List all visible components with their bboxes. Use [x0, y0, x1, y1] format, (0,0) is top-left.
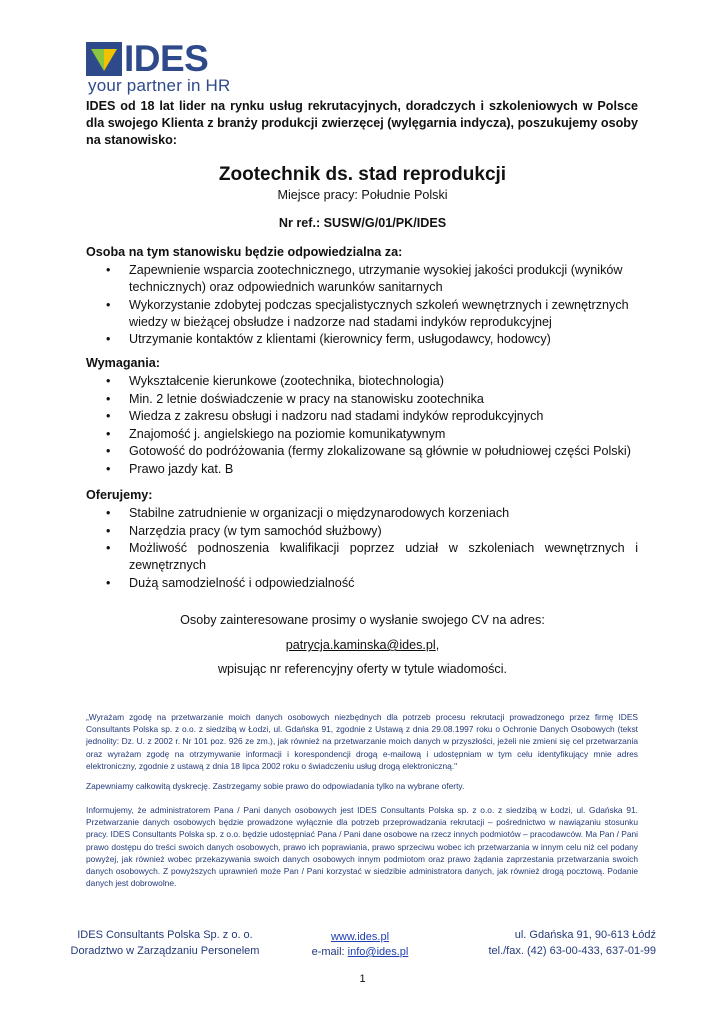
- bullet-icon: •: [106, 506, 111, 520]
- list-item: • Stabilne zatrudnienie w organizacji o międzynarodowych korzeniach: [106, 506, 510, 520]
- footer-website-link[interactable]: www.ides.pl: [330, 931, 390, 943]
- bullet-icon: •: [106, 374, 111, 388]
- job-location: Miejsce pracy: Południe Polski: [277, 188, 448, 202]
- apply-email-line: [0, 638, 725, 652]
- apply-instruction: Osoby zainteresowane prosimy o wysłanie swojego CV na adres:: [180, 613, 545, 627]
- bullet-icon: •: [106, 332, 111, 346]
- footer-company-tagline: Doradztwo w Zarządzaniu Personelem: [70, 945, 260, 957]
- list-item: • Dużą samodzielność i odpowiedzialność: [106, 575, 355, 590]
- list-item: • Możliwość podnoszenia kwalifikacji poprzez udział w szkoleniach wewnętrznych i zewnętrznych: [106, 541, 638, 572]
- footer-street: ul. Gdańska 91, 90-613 Łódź: [514, 929, 656, 941]
- responsibilities-heading: Osoba na tym stanowisku będzie odpowiedzialna za:: [86, 245, 403, 259]
- list-item: • Wiedza z zakresu obsługi i nadzoru nad stadami indyków reprodukcyjnych: [106, 409, 544, 423]
- offer-list: [86, 505, 638, 592]
- job-title: Zootechnik ds. stad reprodukcji: [218, 164, 507, 185]
- consent-clause: „Wyrażam zgodę na przetwarzanie moich danych osobowych niezbędnych dla potrzeb procesu rekrutacji prowadzonego przez firmę IDES Consultants Polska sp. z o.o. z siedzibą w Łodzi, ul. Gdańska 91, zgodnie z Ustawą z dnia 29.08.1997 roku o Ochronie Danych Osobowych (tekst jednolity: Dz. U. z 2002 r. Nr 101 poz. 926 ze zm.), jak również na przetwarzanie moich danych w przyszłości, jeżeli nie zmieni się cel przetwarzania oraz wyrażam zgodę na otrzymywanie informacji i korespondencji drogą e-mailową i udostępniam w tym celu identyfikujący mnie adres elektroniczny, zgodnie z ustawą z dnia 18 lipca 2002 roku o świadczeniu usług drogą elektroniczną.": [86, 712, 638, 771]
- discretion-note: Zapewniamy całkowitą dyskrecję. Zastrzegamy sobie prawo do odpowiadania tylko na wybrane oferty.: [86, 781, 465, 791]
- bullet-icon: •: [106, 409, 111, 423]
- bullet-icon: •: [106, 391, 111, 406]
- list-item: • Wykorzystanie zdobytej podczas specjalistycznych szkoleń wewnętrznych i zewnętrznych wiedzy w bieżącej obsłudze i nadzorze nad stadami indyków reprodukcyjnej: [106, 297, 629, 329]
- footer-email-link[interactable]: info@ides.pl: [347, 946, 409, 958]
- footer-phone: tel./fax. (42) 63-00-433, 637-01-99: [488, 945, 656, 957]
- list-item: • Narzędzia pracy (w tym samochód służbowy): [106, 523, 382, 538]
- requirements-heading: Wymagania:: [86, 356, 160, 370]
- logo-tagline: your partner in HR: [88, 76, 231, 95]
- offer-heading: Oferujemy:: [86, 488, 153, 502]
- list-item: • Utrzymanie kontaktów z klientami (kierownicy ferm, usługodawcy, hodowcy): [106, 332, 551, 346]
- footer-email-label: e-mail:: [311, 946, 348, 958]
- ides-logo-mark-icon: [86, 42, 122, 76]
- requirements-list: [86, 373, 638, 478]
- bullet-icon: •: [106, 444, 111, 458]
- list-item: • Znajomość j. angielskiego na poziomie komunikatywnym: [106, 426, 446, 441]
- list-item: • Min. 2 letnie doświadczenie w pracy na stanowisku zootechnika: [106, 391, 484, 406]
- requirements-section: [86, 355, 638, 478]
- responsibilities-section: [86, 244, 638, 349]
- bullet-icon: •: [106, 263, 111, 277]
- footer-links: [300, 930, 420, 960]
- list-item: • Zapewnienie wsparcia zootechnicznego, utrzymanie wysokiej jakości produkcji (wyników technicznych) oraz odpowiednich warunków sanitarnych: [106, 263, 623, 294]
- apply-email-suffix: ,: [435, 638, 440, 652]
- bullet-icon: •: [106, 575, 111, 590]
- bullet-icon: •: [106, 541, 111, 555]
- list-item: • Wykształcenie kierunkowe (zootechnika, biotechnologia): [106, 374, 444, 388]
- bullet-icon: •: [106, 461, 111, 476]
- list-item: • Prawo jazdy kat. B: [106, 461, 234, 476]
- logo-wordmark: IDES: [124, 38, 209, 79]
- job-reference: Nr ref.: SUSW/G/01/PK/IDES: [278, 216, 447, 230]
- footer-company-name: IDES Consultants Polska Sp. z o. o.: [77, 929, 253, 941]
- intro-paragraph: IDES od 18 lat lider na rynku usług rekrutacyjnych, doradczych i szkoleniowych w Polsce dla swojego Klienta z branży produkcji zwierzęcej (wylęgarnia indycza), poszukujemy osoby na stanowisko:: [86, 99, 638, 147]
- footer-company: [60, 927, 270, 959]
- list-item: • Gotowość do podróżowania (fermy zlokalizowane są głównie w południowej części Polski): [106, 444, 631, 458]
- bullet-icon: •: [106, 297, 111, 312]
- ides-logo: [86, 38, 236, 98]
- footer-address: [470, 927, 656, 959]
- bullet-icon: •: [106, 426, 111, 441]
- page-number: 1: [359, 973, 366, 985]
- offer-section: [86, 487, 638, 592]
- bullet-icon: •: [106, 523, 111, 538]
- apply-email-link[interactable]: patrycja.kaminska@ides.pl: [285, 638, 436, 652]
- data-admin-notice: Informujemy, że administratorem Pana / Pani danych osobowych jest IDES Consultants Polska sp. z o.o. z siedzibą w Łodzi, ul. Gdańska 91. Przetwarzanie danych osobowych będzie prowadzone wyłącznie dla potrzeb przeprowadzania rekrutacji – pośrednictwo w nawiązaniu stosunku pracy. IDES Consultants Polska sp. z o.o. będzie udostępniać Pana / Pani dane osobowe na rzecz innych podmiotów – pracodawców. Ma Pan / Pani prawo dostępu do treści swoich danych osobowych, prawo ich poprawiania, prawo sprzeciwu wobec ich przetwarzania w innym celu niż cel podany powyżej, jak również wobec przekazywania swoich danych osobowych innym podmiotom oraz prawo żądania zaprzestania przetwarzania swoich danych osobowych. Z powyższych uprawnień może Pan / Pani korzystać w siedzibie administratora danych, jak również drogą pocztową. Podanie danych jest dobrowolne.: [86, 805, 638, 889]
- responsibilities-list: [86, 262, 638, 348]
- apply-reference-note: wpisując nr referencyjny oferty w tytule wiadomości.: [217, 662, 508, 676]
